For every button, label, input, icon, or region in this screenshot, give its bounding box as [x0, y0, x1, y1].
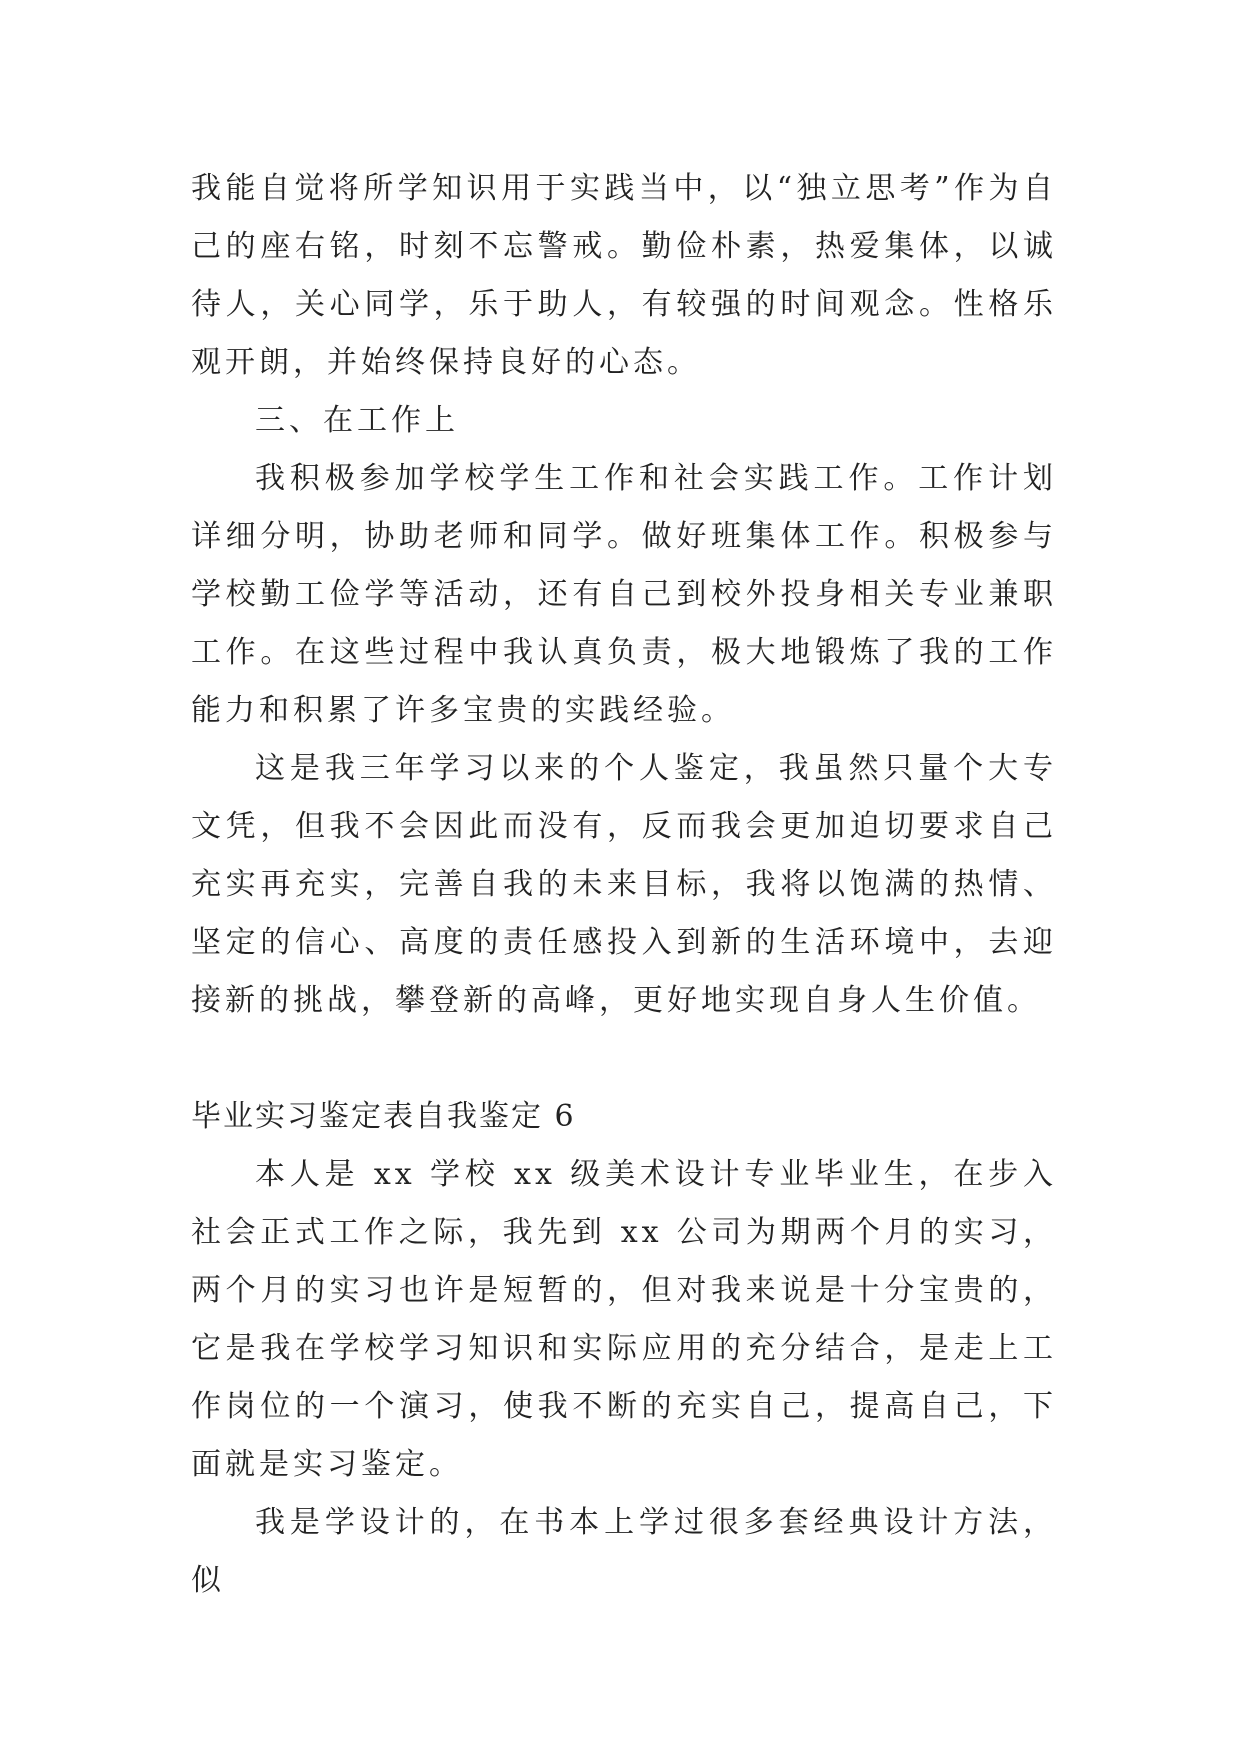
paragraph-work: 我积极参加学校学生工作和社会实践工作。工作计划详细分明，协助老师和同学。做好班集体工作。积极参与学校勤工俭学等活动，还有自己到校外投身相关专业兼职工作。在这些过程中我认真负责，极大地锻炼了我的工作能力和积累了许多宝贵的实践经验。 — [191, 461, 1057, 728]
section-title: 毕业实习鉴定表自我鉴定 6 — [191, 1099, 576, 1134]
paragraph-design: 我是学设计的，在书本上学过很多套经典设计方法，似 — [191, 1505, 1057, 1598]
paragraph-conclusion: 这是我三年学习以来的个人鉴定，我虽然只量个大专文凭，但我不会因此而没有，反而我会更加迫切要求自己充实再充实，完善自我的未来目标，我将以饱满的热情、坚定的信心、高度的责任感投入到新的生活环境中，去迎接新的挑战，攀登新的高峰，更好地实现自身人生价值。 — [191, 751, 1057, 1018]
sub-heading-work: 三、在工作上 — [255, 403, 459, 438]
paragraph-intro: 本人是 xx 学校 xx 级美术设计专业毕业生，在步入社会正式工作之际，我先到 xx 公司为期两个月的实习，两个月的实习也许是短暂的，但对我来说是十分宝贵的，它是我在学校学习知识和实际应用的充分结合，是走上工作岗位的一个演习，使我不断的充实自己，提高自己，下面就是实习鉴定。 — [191, 1157, 1057, 1482]
document-body — [191, 160, 1057, 1610]
paragraph-continuation: 我能自觉将所学知识用于实践当中，以“独立思考”作为自己的座右铭，时刻不忘警戒。勤俭朴素，热爱集体，以诚待人，关心同学，乐于助人，有较强的时间观念。性格乐观开朗，并始终保持良好的心态。 — [191, 171, 1057, 380]
